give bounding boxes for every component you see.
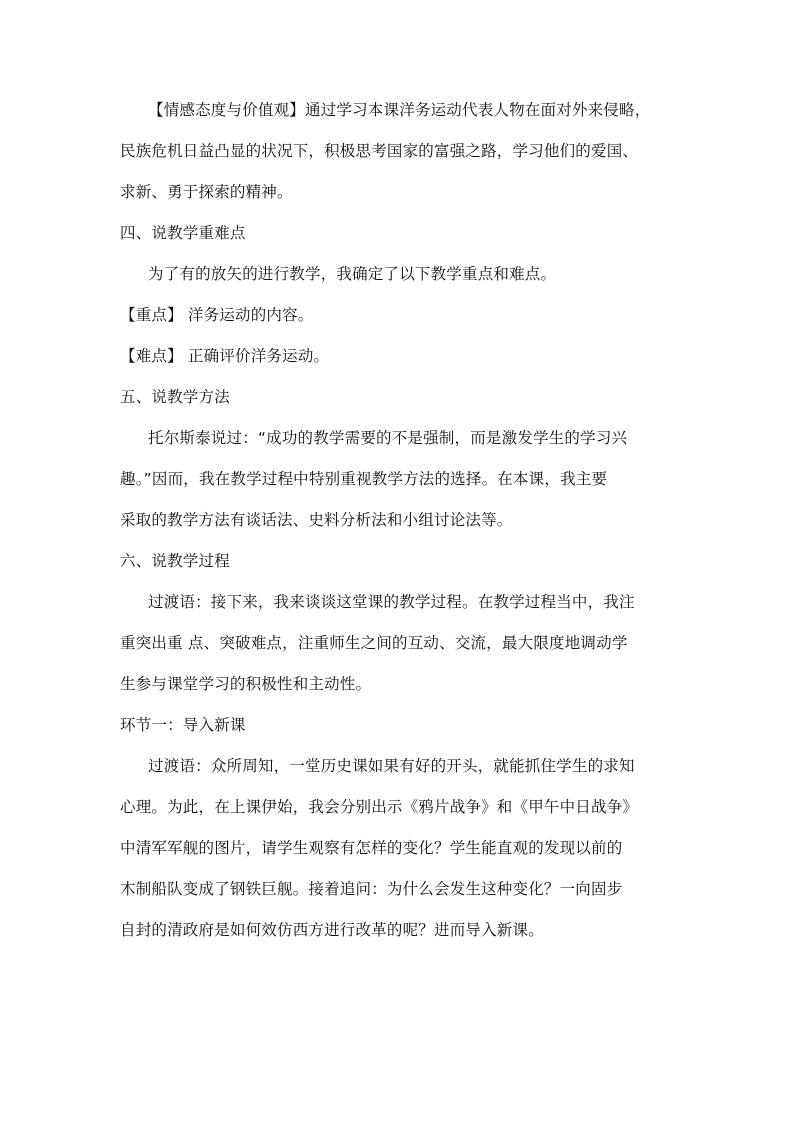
paragraph-process-line-2: 重突出重 点、突破难点，注重师生之间的互动、交流，最大限度地调动学 [120,634,628,652]
paragraph-intro-line-5: 自封的清政府是如何效仿西方进行改革的呢？进而导入新课。 [120,921,544,939]
section-heading-process: 六、说教学过程 [120,552,230,570]
paragraph-key-points-intro: 为了有的放矢的进行教学，我确定了以下教学重点和难点。 [148,265,557,283]
paragraph-intro-line-3: 中清军军舰的图片，请学生观察有怎样的变化？学生能直观的发现以前的 [120,839,623,857]
difficult-point-item: 【难点】 正确评价洋务运动。 [120,347,330,365]
paragraph-intro-line-1: 过渡语：众所周知，一堂历史课如果有好的开头，就能抓住学生的求知 [148,757,635,775]
paragraph-process-line-1: 过渡语：接下来，我来谈谈这堂课的教学过程。在教学过程当中，我注 [148,593,635,611]
section-heading-methods: 五、说教学方法 [120,388,230,406]
paragraph-emotion-line-3: 求新、勇于探索的精神。 [120,183,293,201]
section-heading-key-points: 四、说教学重难点 [120,224,246,242]
paragraph-process-line-3: 生参与课堂学习的积极性和主动性。 [120,675,372,693]
paragraph-emotion-line-2: 民族危机日益凸显的状况下，积极思考国家的富强之路，学习他们的爱国、 [120,142,639,160]
paragraph-intro-line-4: 木制船队变成了钢铁巨舰。接着追问：为什么会发生这种变化？一向固步 [120,880,623,898]
document-page [120,100,680,961]
paragraph-intro-line-2: 心理。为此，在上课伊始，我会分别出示《鸦片战争》和《甲午中日战争》 [120,798,639,816]
paragraph-emotion-line-1: 【情感态度与价值观】通过学习本课洋务运动代表人物在面对外来侵略， [148,101,651,119]
subsection-heading-intro: 环节一：导入新课 [120,716,246,734]
paragraph-methods-line-3: 采取的教学方法有谈话法、史料分析法和小组讨论法等。 [120,511,513,529]
key-point-item: 【重点】 洋务运动的内容。 [120,306,314,324]
paragraph-methods-line-2: 趣。”因而，我在教学过程中特别重视教学方法的选择。在本课，我主要 [120,470,608,488]
paragraph-methods-line-1: 托尔斯泰说过：“成功的教学需要的不是强制，而是激发学生的学习兴 [148,429,628,447]
